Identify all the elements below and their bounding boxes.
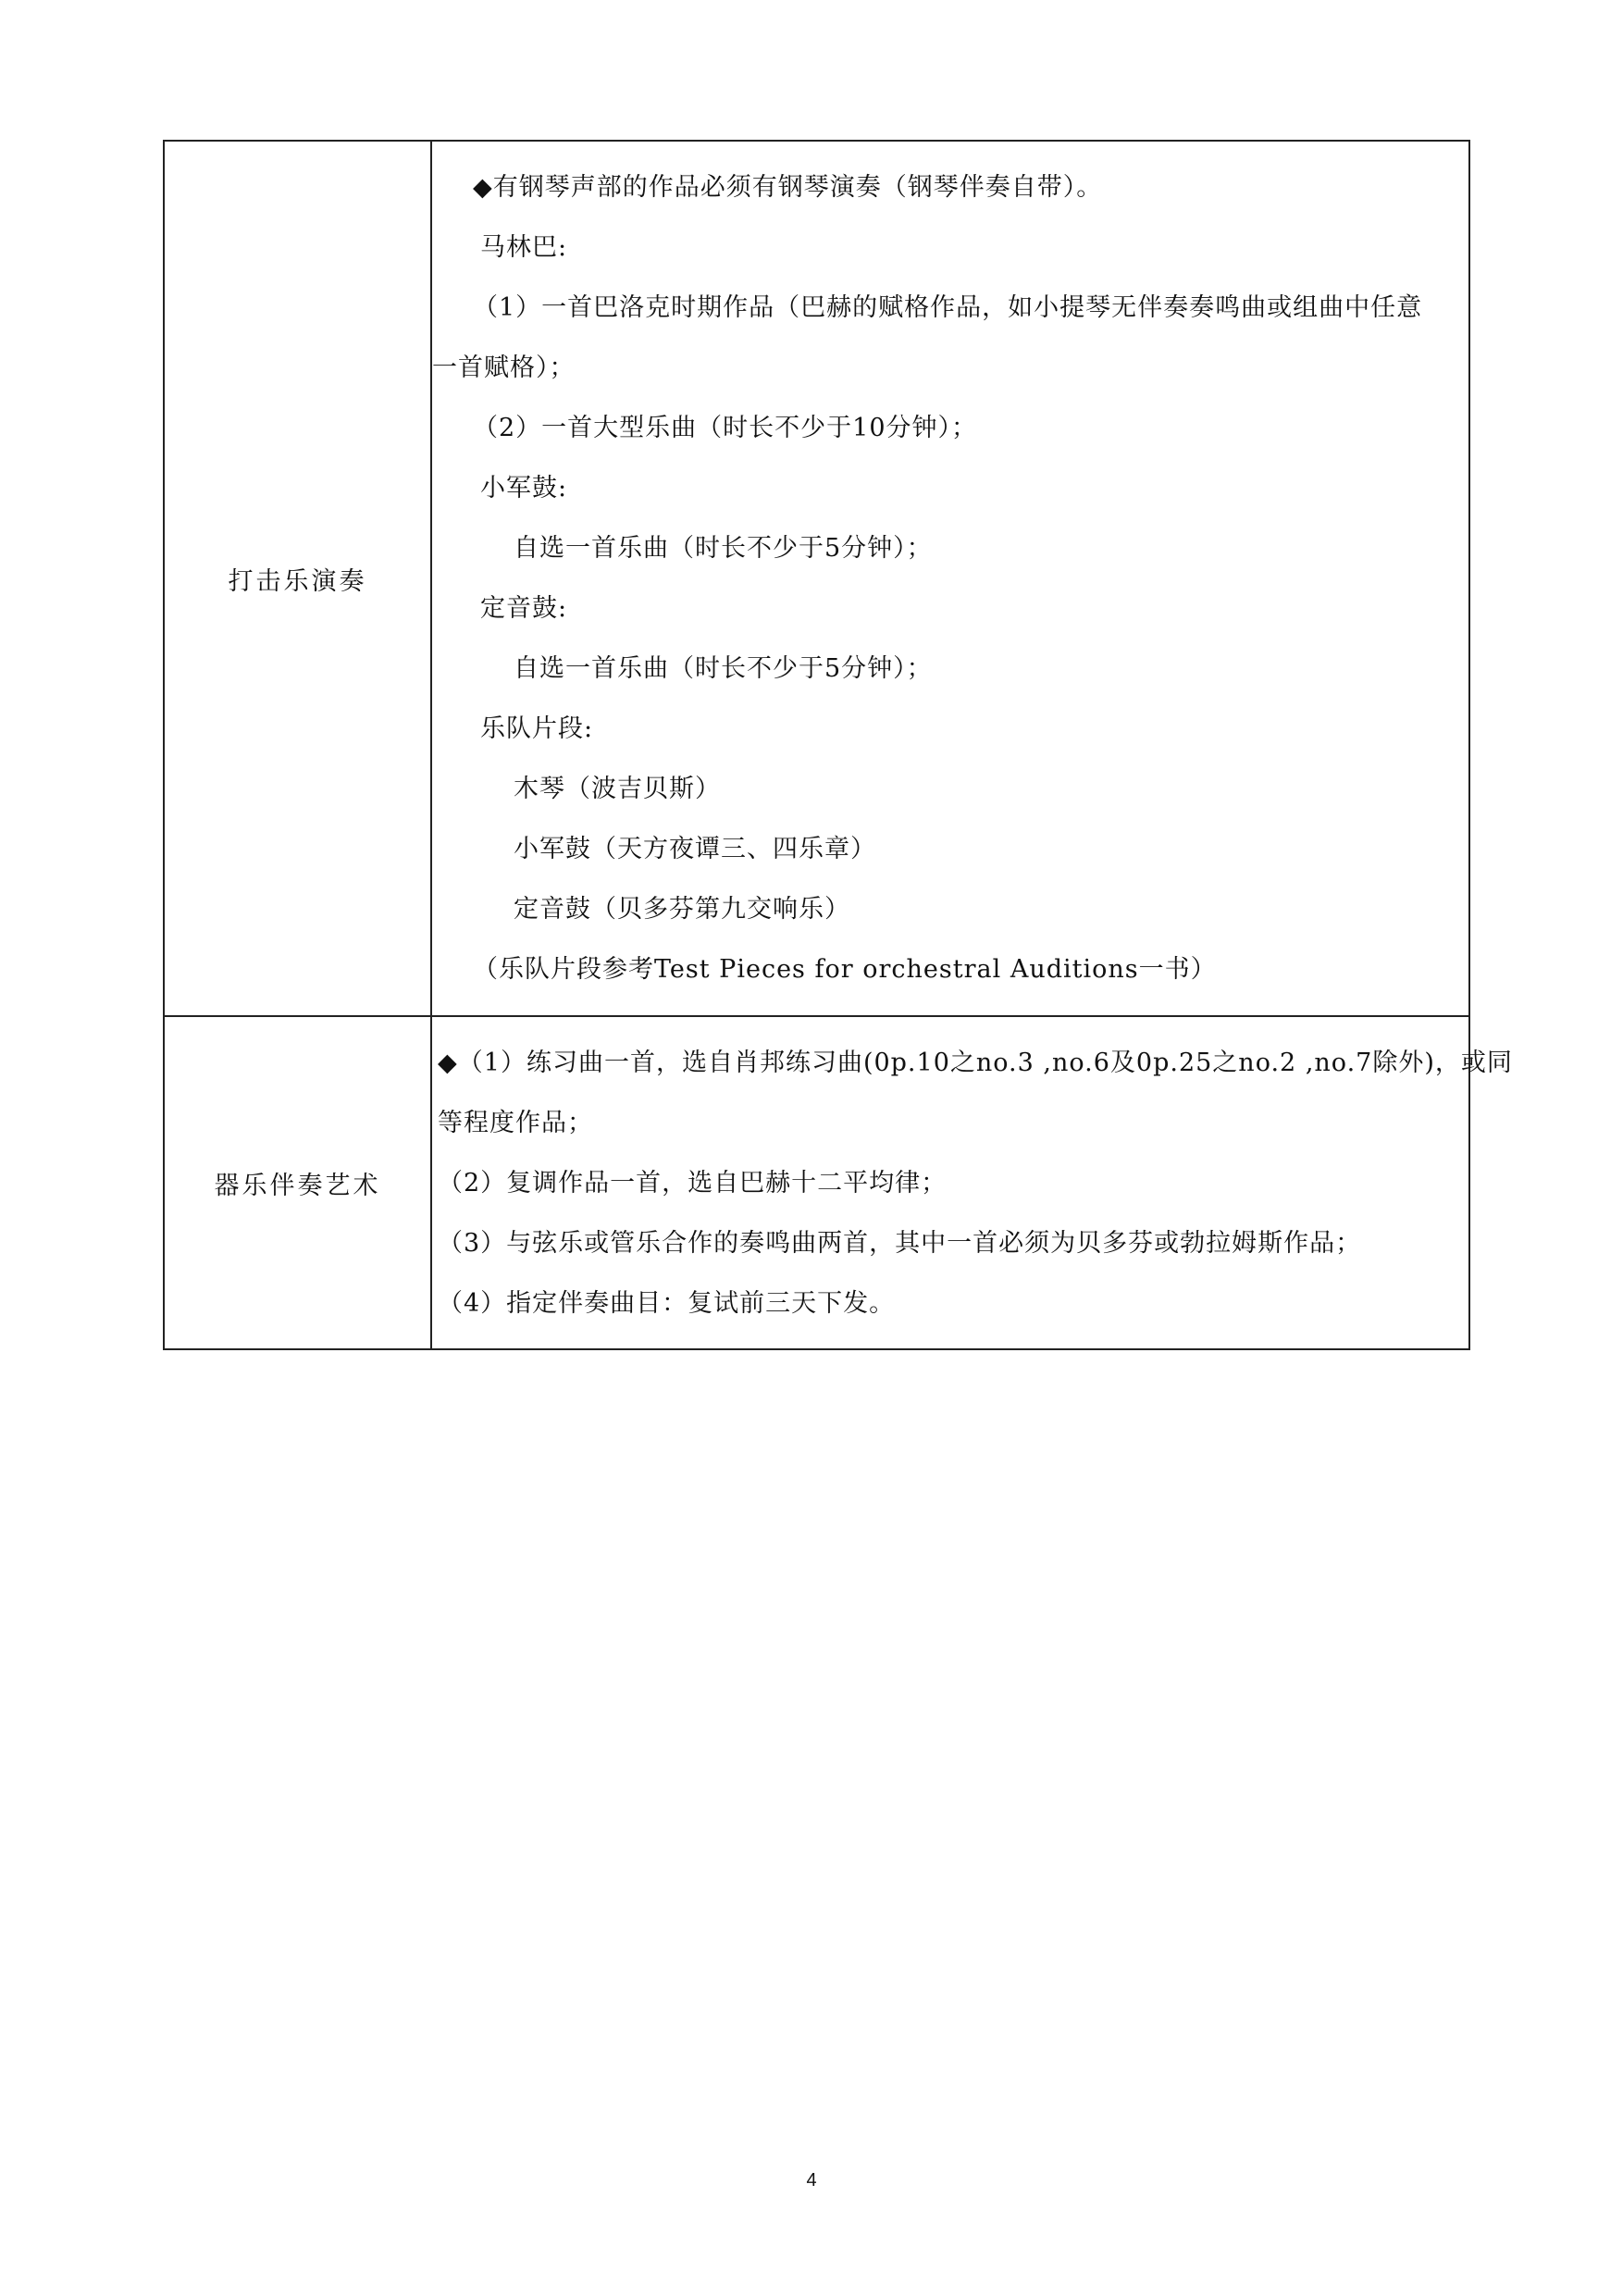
requirements-table bbox=[163, 140, 1513, 1350]
content-line: （2）复调作品一首，选自巴赫十二平均律； bbox=[438, 1168, 948, 1198]
row-label-accompaniment: 器乐伴奏艺术 bbox=[164, 1016, 431, 1349]
content-line: （乐队片段参考Test Pieces for orchestral Auditions一书） bbox=[473, 955, 1217, 984]
content-line: 马林巴: bbox=[480, 233, 568, 262]
content-line: （3）与弦乐或管乐合作的奏鸣曲两首，其中一首必须为贝多芬或勃拉姆斯作品； bbox=[438, 1228, 1362, 1258]
table-row bbox=[164, 1016, 1469, 1349]
content-line: ◆（1）练习曲一首，选自肖邦练习曲(0p.10之no.3 ,no.6及0p.25之no.2 ,no.7除外)，或同 bbox=[438, 1048, 1513, 1077]
page-number: 4 bbox=[806, 2170, 817, 2191]
content-line: 定音鼓: bbox=[480, 594, 568, 623]
content-line: （4）指定伴奏曲目：复试前三天下发。 bbox=[438, 1288, 896, 1318]
content-line: ◆有钢琴声部的作品必须有钢琴演奏（钢琴伴奏自带）。 bbox=[473, 173, 1103, 202]
content-line: 定音鼓（贝多芬第九交响乐） bbox=[514, 895, 850, 924]
content-line: 小军鼓（天方夜谭三、四乐章） bbox=[514, 835, 876, 863]
content-line: 木琴（波吉贝斯） bbox=[514, 775, 721, 803]
row-content-accompaniment bbox=[431, 1016, 1513, 1349]
content-line: 等程度作品； bbox=[438, 1108, 593, 1137]
content-line: （1）一首巴洛克时期作品（巴赫的赋格作品，如小提琴无伴奏奏鸣曲或组曲中任意 bbox=[473, 293, 1423, 322]
row-content-percussion bbox=[431, 141, 1469, 1016]
content-line: 小军鼓: bbox=[480, 474, 568, 503]
content-line: 自选一首乐曲（时长不少于5分钟）； bbox=[514, 534, 933, 563]
table-row bbox=[164, 141, 1469, 1016]
content-line: （2）一首大型乐曲（时长不少于10分钟）； bbox=[473, 414, 978, 442]
content-line: 乐队片段: bbox=[480, 714, 594, 743]
content-line: 一首赋格）； bbox=[432, 354, 576, 382]
content-line: 自选一首乐曲（时长不少于5分钟）； bbox=[514, 654, 933, 683]
row-label-percussion: 打击乐演奏 bbox=[164, 141, 431, 1016]
